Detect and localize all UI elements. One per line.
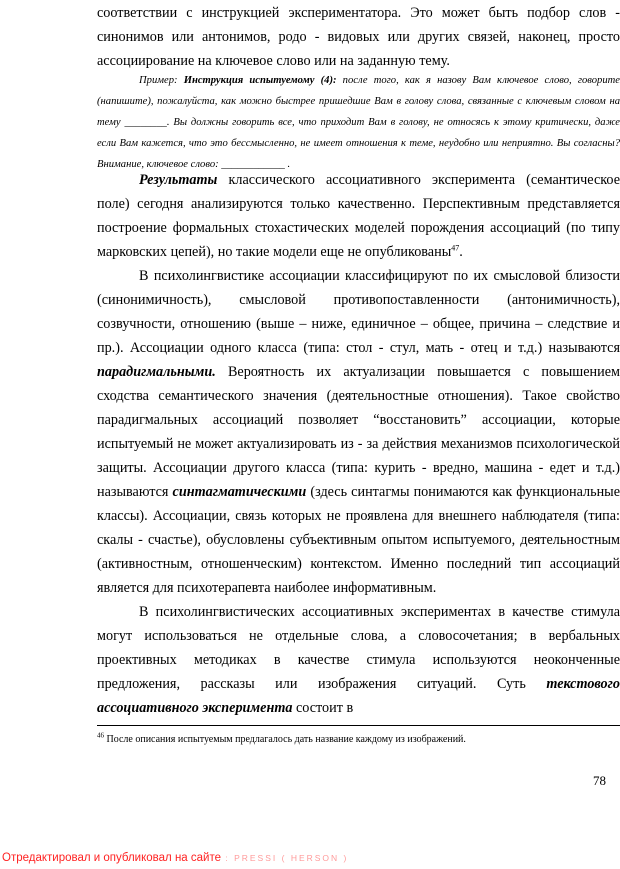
classification-text-b: Вероятность их актуализации повышается с повышением сходства семантического значения (деятельностные отношения). Такое свойство парадигмальных ассоциаций позволяет “восстановить” ассоциации, которые испытуемый не может актуализировать из - за действия механизмов психологической защиты. Ассоциации другого класса (типа: курить - вредно, машина - едет и т.д.) называются (97, 364, 620, 500)
footnote-divider (97, 725, 620, 726)
example-text: после того, как я назову Вам ключевое слово, говорите (напишите), пожалуйста, как можно быстрее пришедшие Вам в голову слова, связанные с ключевым словом на тему ________. Вы должны говорить все, что приходит Вам в голову, не относясь к этому критически, даже если Вам кажется, что это бессмысленно, не имеет отношения к теме, неудобно или неприятно. Вы согласны? Внимание, ключевое слово: ____________ . (97, 75, 620, 170)
example-instruction-title: Инструкция испытуемому (4): (183, 75, 337, 86)
text-experiment-a: В психолингвистических ассоциативных экспериментах в качестве стимула могут использоваться не отдельные слова, а словосочетания; в вербальных проективных методиках в качестве стимула используются неоконченные предложения, рассказы или изображения ситуаций. Суть (97, 604, 620, 692)
banner-text: Отредактировал и опубликовал на сайте (2, 852, 221, 864)
term-text-associative-experiment: текстового ассоциативного эксперимента (97, 676, 620, 716)
footnote-marker: 46 (97, 731, 104, 740)
paragraph-classification (97, 264, 620, 600)
term-paradigmatic: парадигмальными. (97, 364, 216, 380)
classification-text-c: (здесь синтагмы понимаются как функциональные классы). Ассоциации, связь которых не проявлена для внешнего наблюдателя (типа: скалы - счастье), обусловлены субъективным опытом испытуемого, деятельностным (активностным, отношенческим) контекстом. Именно последний тип ассоциаций является для психотерапевта наиболее информативным. (97, 484, 620, 596)
paragraph-1 (97, 1, 620, 73)
page-number: 78 (593, 773, 606, 788)
classification-text-a: В психолингвистике ассоциации классифицируют по их смысловой близости (синонимичность), смысловой противопоставленности (антонимичность), созвучности, отношению (выше – ниже, единичное – общее, причина – следствие и пр.). Ассоциации одного класса (типа: стол - стул, мать - отец и т.д.) называются (97, 268, 620, 356)
results-end: . (459, 244, 463, 260)
results-term: Результаты (139, 172, 218, 188)
paragraph-text-experiment (97, 600, 620, 720)
example-paragraph (97, 70, 620, 175)
paragraph-results (97, 168, 620, 264)
paragraph-1-text: соответствии с инструкцией экспериментатора. Это может быть подбор слов - синонимов или антонимов, родо - видовых или других связей, наконец, просто ассоциирование на ключевое слово или на заданную тему. (97, 5, 620, 69)
publisher-banner (2, 852, 348, 864)
footnote-ref-47: 47 (451, 243, 460, 253)
example-prefix: Пример: (139, 75, 184, 86)
banner-site: : PRESSI ( HERSON ) (221, 853, 349, 863)
text-experiment-b: состоит в (292, 700, 354, 716)
term-syntagmatic: синтагматическими (172, 484, 307, 500)
results-text: классического ассоциативного эксперимента (семантическое поле) сегодня анализируются только качественно. Перспективным представляется построение формальных стохастических моделей порождения ассоциаций (по типу марковских цепей), но такие модели еще не опубликованы (97, 172, 620, 260)
footnote (97, 733, 620, 747)
footnote-text: После описания испытуемым предлагалось дать название каждому из изображений. (104, 734, 466, 745)
